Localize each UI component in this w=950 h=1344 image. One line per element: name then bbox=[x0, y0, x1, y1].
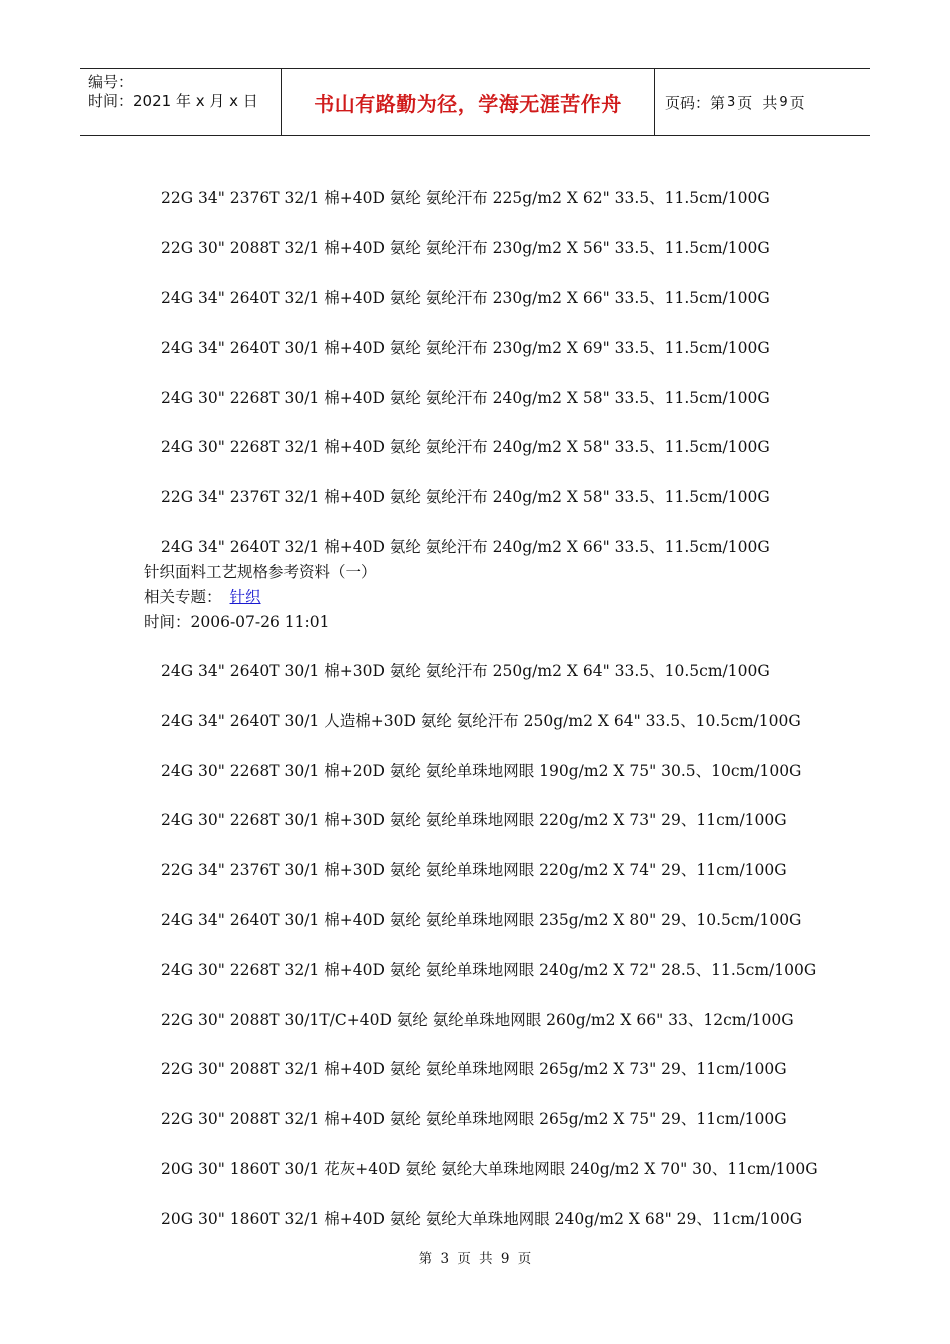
topic-link[interactable]: 针织 bbox=[229, 588, 261, 606]
spec-line: 20G 30" 1860T 32/1 棉+40D 氨纶 氨纶大单珠地网眼 240g/m2 X 68" 29、11cm/100G bbox=[161, 1210, 803, 1228]
page-footer: 第 3 页 共 9 页 bbox=[418, 1251, 532, 1267]
spec-line: 24G 30" 2268T 30/1 棉+30D 氨纶 氨纶单珠地网眼 220g/m2 X 73" 29、11cm/100G bbox=[161, 811, 787, 829]
page-total: 9 bbox=[779, 94, 788, 110]
spec-line: 24G 30" 2268T 32/1 棉+40D 氨纶 氨纶单珠地网眼 240g/m2 X 72" 28.5、11.5cm/100G bbox=[161, 961, 817, 979]
spec-line: 22G 34" 2376T 32/1 棉+40D 氨纶 氨纶汗布 240g/m2 X 58" 33.5、11.5cm/100G bbox=[161, 488, 770, 506]
page-suffix: 页 bbox=[789, 93, 805, 112]
spec-line: 24G 30" 2268T 30/1 棉+40D 氨纶 氨纶汗布 240g/m2 X 58" 33.5、11.5cm/100G bbox=[161, 389, 770, 407]
article-topic bbox=[144, 585, 261, 607]
spec-line: 24G 34" 2640T 32/1 棉+40D 氨纶 氨纶汗布 240g/m2 X 66" 33.5、11.5cm/100G bbox=[161, 538, 770, 556]
spec-line: 22G 30" 2088T 32/1 棉+40D 氨纶 氨纶汗布 230g/m2 X 56" 33.5、11.5cm/100G bbox=[161, 239, 770, 257]
spec-line: 24G 30" 2268T 30/1 棉+20D 氨纶 氨纶单珠地网眼 190g/m2 X 75" 30.5、10cm/100G bbox=[161, 762, 802, 780]
spec-line: 22G 30" 2088T 30/1T/C+40D 氨纶 氨纶单珠地网眼 260g/m2 X 66" 33、12cm/100G bbox=[161, 1011, 794, 1029]
spec-line: 24G 34" 2640T 32/1 棉+40D 氨纶 氨纶汗布 230g/m2 X 66" 33.5、11.5cm/100G bbox=[161, 289, 770, 307]
header-meta bbox=[80, 69, 282, 135]
spec-line: 24G 34" 2640T 30/1 棉+30D 氨纶 氨纶汗布 250g/m2 X 64" 33.5、10.5cm/100G bbox=[161, 662, 770, 680]
spec-line: 24G 34" 2640T 30/1 人造棉+30D 氨纶 氨纶汗布 250g/m2 X 64" 33.5、10.5cm/100G bbox=[161, 712, 801, 730]
article-time: 时间：2006-07-26 11:01 bbox=[144, 613, 330, 631]
spec-line: 22G 30" 2088T 32/1 棉+40D 氨纶 氨纶单珠地网眼 265g/m2 X 75" 29、11cm/100G bbox=[161, 1110, 787, 1128]
article-title: 针织面料工艺规格参考资料（一） bbox=[144, 563, 377, 581]
page-header bbox=[80, 68, 870, 136]
doc-number-label: 编号： bbox=[88, 73, 134, 91]
spec-line: 20G 30" 1860T 30/1 花灰+40D 氨纶 氨纶大单珠地网眼 240g/m2 X 70" 30、11cm/100G bbox=[161, 1160, 818, 1178]
header-motto: 书山有路勤为径，学海无涯苦作舟 bbox=[282, 69, 655, 135]
spec-line: 22G 34" 2376T 32/1 棉+40D 氨纶 氨纶汗布 225g/m2 X 62" 33.5、11.5cm/100G bbox=[161, 189, 770, 207]
topic-label: 相关专题： bbox=[144, 588, 222, 606]
page-mid: 页 bbox=[737, 93, 753, 112]
doc-date-label: 时间：2021 年 x 月 x 日 bbox=[88, 92, 258, 110]
page-prefix: 页码：第 bbox=[665, 93, 726, 112]
header-page-number bbox=[655, 69, 870, 135]
spec-line: 24G 34" 2640T 30/1 棉+40D 氨纶 氨纶汗布 230g/m2 X 69" 33.5、11.5cm/100G bbox=[161, 339, 770, 357]
spec-line: 24G 34" 2640T 30/1 棉+40D 氨纶 氨纶单珠地网眼 235g/m2 X 80" 29、10.5cm/100G bbox=[161, 911, 802, 929]
spec-line: 22G 30" 2088T 32/1 棉+40D 氨纶 氨纶单珠地网眼 265g/m2 X 73" 29、11cm/100G bbox=[161, 1060, 787, 1078]
spec-line: 22G 34" 2376T 30/1 棉+30D 氨纶 氨纶单珠地网眼 220g/m2 X 74" 29、11cm/100G bbox=[161, 861, 787, 879]
spec-line: 24G 30" 2268T 32/1 棉+40D 氨纶 氨纶汗布 240g/m2 X 58" 33.5、11.5cm/100G bbox=[161, 438, 770, 456]
page-total-prefix: 共 bbox=[762, 93, 778, 112]
page-current: 3 bbox=[727, 94, 736, 110]
